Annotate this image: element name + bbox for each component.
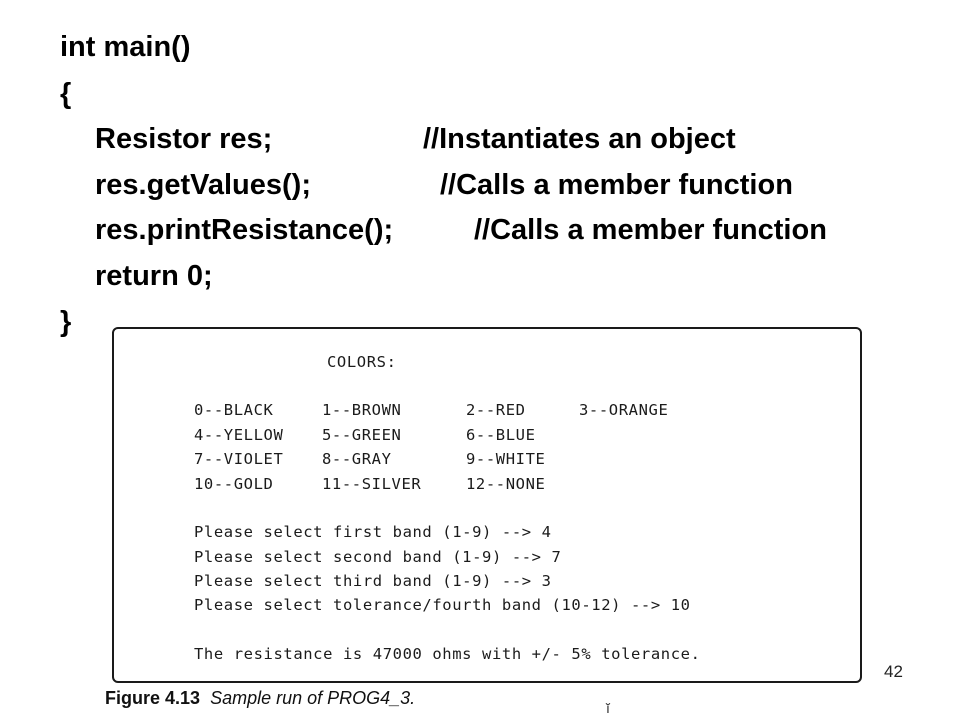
prompt-tolerance-band: Please select tolerance/fourth band (10-12) --> 10 [194,596,691,614]
resistance-result: The resistance is 47000 ohms with +/- 5% tolerance. [194,645,701,663]
color-code-item: 5--GREEN [322,426,402,444]
code-comment-print-resistance: //Calls a member function [474,214,827,246]
code-line-print-resistance: res.printResistance(); [95,214,394,246]
prompt-third-band: Please select third band (1-9) --> 3 [194,572,552,590]
code-line-resistor-res: Resistor res; [95,123,273,155]
colors-heading: COLORS: [327,353,397,371]
figure-caption [105,688,415,709]
color-code-item: 3--ORANGE [579,401,669,419]
code-line-int-main: int main() [60,31,191,63]
figure-caption-text: Sample run of PROG4_3. [210,688,416,708]
code-line-close-brace: } [60,306,72,338]
prompt-second-band: Please select second band (1-9) --> 7 [194,548,562,566]
color-code-item: 7--VIOLET [194,450,284,468]
page-number: 42 [884,662,903,681]
color-code-item: 9--WHITE [466,450,546,468]
color-code-item: 6--BLUE [466,426,536,444]
color-code-item: 2--RED [466,401,526,419]
color-code-item: 11--SILVER [322,475,422,493]
color-code-item: 10--GOLD [194,475,274,493]
sample-run-output-box [112,327,862,683]
code-line-return: return 0; [95,260,213,292]
code-line-open-brace: { [60,78,72,110]
scan-mark: ĭ [606,700,610,716]
code-comment-instantiates: //Instantiates an object [423,123,736,155]
color-code-item: 4--YELLOW [194,426,284,444]
color-code-item: 8--GRAY [322,450,392,468]
color-code-item: 0--BLACK [194,401,274,419]
code-comment-get-values: //Calls a member function [440,169,793,201]
prompt-first-band: Please select first band (1-9) --> 4 [194,523,552,541]
color-code-item: 1--BROWN [322,401,402,419]
figure-caption-label: Figure 4.13 [105,688,201,708]
color-code-item: 12--NONE [466,475,546,493]
code-line-get-values: res.getValues(); [95,169,311,201]
